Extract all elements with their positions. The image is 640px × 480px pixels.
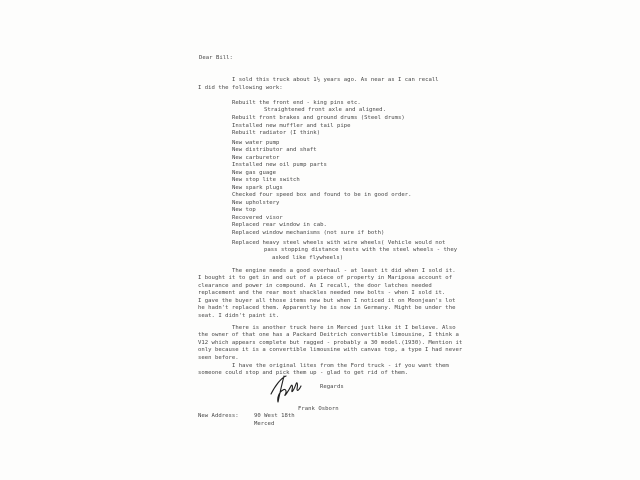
work-item: New top — [232, 207, 256, 213]
paragraph-3-line: I have the original lites from the Ford truck - if you want them — [232, 363, 449, 369]
salutation: Dear Bill: — [199, 55, 233, 61]
address-label: New Address: — [198, 413, 239, 419]
paragraph-2-line: the owner of that one has a Packard Deitrich convertible limousine, I think a — [198, 332, 459, 338]
intro-line-2: I did the following work: — [198, 85, 283, 91]
work-item: New upholstery — [232, 200, 280, 206]
work-item: New gas guage — [232, 170, 277, 176]
paragraph-1-line: he hadn't replaced them. Apparently he is now in Germany. Might be under the — [198, 305, 456, 311]
work-item: New water pump — [232, 140, 280, 146]
work-item: Checked four speed box and found to be in good order. — [232, 192, 412, 198]
paragraph-2-line: seen before. — [198, 355, 239, 361]
work-item: New spark plugs — [232, 185, 283, 191]
work-item: Straightened front axle and aligned. — [264, 107, 386, 113]
work-item: Replaced rear window in cab. — [232, 222, 327, 228]
paragraph-2-line: only because it is a convertible limousine with canvas top, a type I had never — [198, 347, 463, 353]
work-item: New stop lite switch — [232, 177, 300, 183]
work-item: Installed new oil pump parts — [232, 162, 327, 168]
address-line-2: Merced — [254, 421, 275, 427]
paragraph-1-line: replacement and the rear most shackles needed new bolts - when I sold it. — [198, 290, 446, 296]
wheels-note-line: Replaced heavy steel wheels with wire wheels( Vehicle would not — [232, 240, 446, 246]
paragraph-1-line: I bought it to get in and out of a piece of property in Mariposa account of — [198, 275, 453, 281]
work-item: Rebuilt the front end - king pins etc. — [232, 100, 361, 106]
paragraph-1-line: clearance and power in compound. As I recall, the door latches needed — [198, 283, 432, 289]
work-item: New distributor and shaft — [232, 147, 317, 153]
wheels-note-line: asked like flywheels) — [272, 255, 344, 261]
signer-name: Frank Osborn — [298, 406, 339, 412]
paragraph-1-line: seat. I didn't paint it. — [198, 313, 280, 319]
paragraph-3-line: someone could stop and pick them up - glad to get rid of them. — [198, 370, 409, 376]
paragraph-2-line: V12 which appears complete but ragged - probably a 30 model.(1930). Mention it — [198, 340, 463, 346]
work-item: New carburetor — [232, 155, 280, 161]
paragraph-2-line: There is another truck here in Merced just like it I believe. Also — [232, 325, 456, 331]
wheels-note-line: pass stopping distance tests with the steel wheels - they — [264, 247, 458, 253]
paragraph-1-line: I gave the buyer all those items new but when I noticed it on Moonjean's lot — [198, 298, 456, 304]
work-item: Replaced window mechanisms (not sure if both) — [232, 230, 385, 236]
work-item: Rebuilt radiator (I think) — [232, 130, 321, 136]
work-item: Installed new muffler and tail pipe — [232, 123, 351, 129]
paragraph-1-line: The engine needs a good overhaul - at least it did when I sold it. — [232, 268, 456, 274]
work-item: Recovered visor — [232, 215, 283, 221]
closing: Regards — [320, 384, 344, 390]
address-line-1: 90 West 18th — [254, 413, 295, 419]
signature-mark — [267, 372, 305, 406]
intro-line-1: I sold this truck about 1½ years ago. As near as I can recall — [232, 77, 439, 83]
work-item: Rebuilt front brakes and ground drums (Steel drums) — [232, 115, 405, 121]
